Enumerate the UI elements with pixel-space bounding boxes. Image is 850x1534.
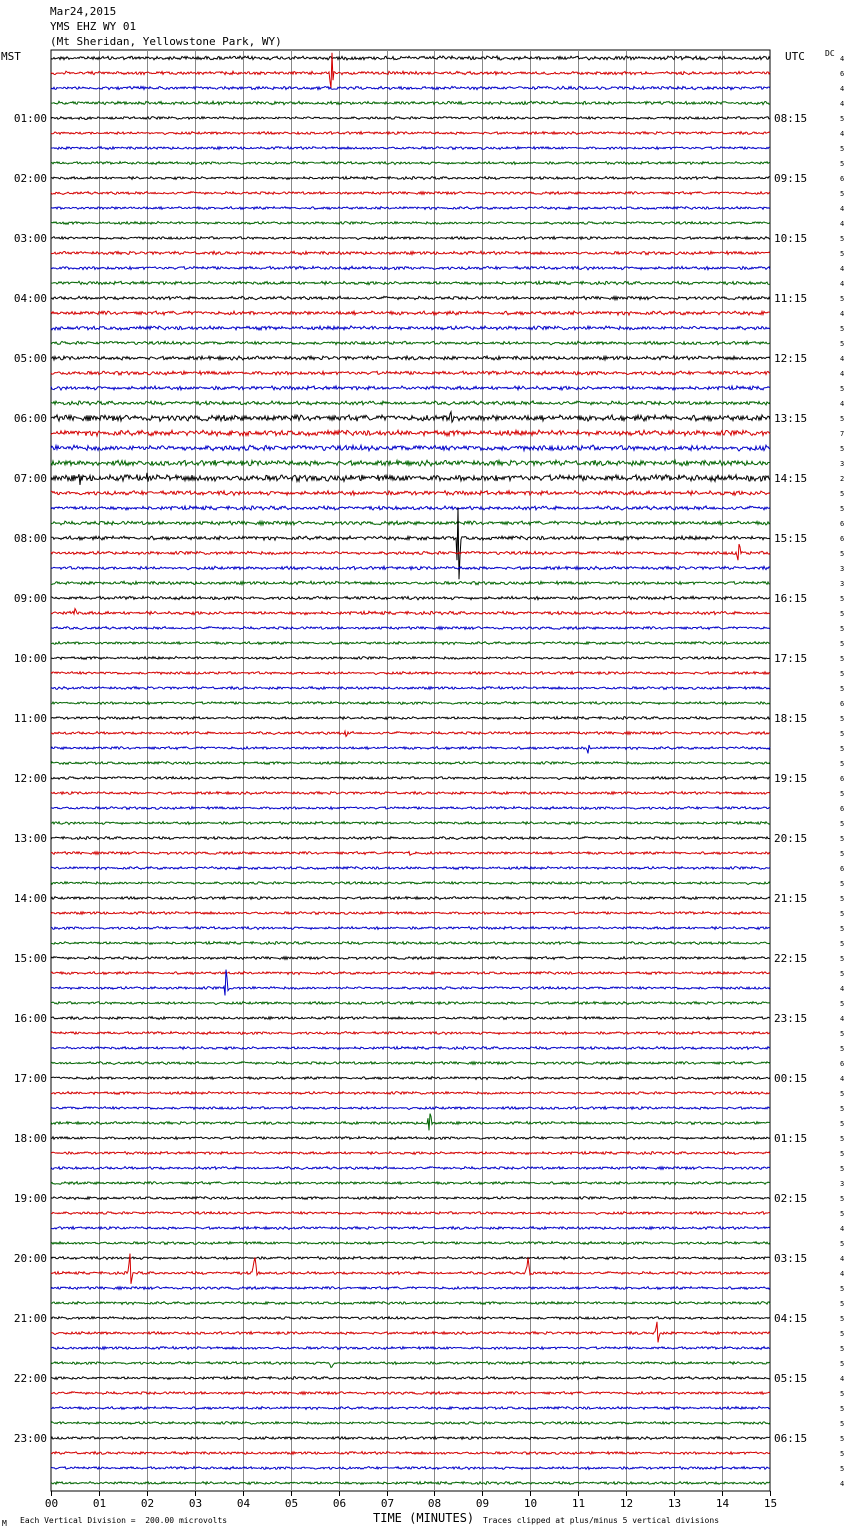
x-axis-title: TIME (MINUTES) — [373, 1511, 475, 1525]
x-tick-label: 02 — [140, 1497, 155, 1510]
dc-offset-label: 4 — [840, 85, 845, 93]
trace-line — [51, 1197, 770, 1200]
right-hour-label: 21:15 — [774, 892, 808, 905]
left-hour-label: 20:00 — [13, 1252, 47, 1265]
trace-line — [51, 657, 770, 660]
trace-line — [51, 687, 770, 690]
dc-offset-label: 5 — [840, 190, 845, 198]
trace-line — [51, 412, 770, 422]
dc-offset-label: 2 — [840, 475, 845, 483]
dc-offset-label: 5 — [840, 1150, 845, 1158]
trace-line — [51, 1077, 770, 1080]
trace-line — [51, 1322, 770, 1343]
right-hour-label: 10:15 — [774, 232, 808, 245]
left-timezone-label: MST — [1, 50, 21, 63]
left-hour-label: 15:00 — [13, 952, 47, 965]
left-hour-label: 09:00 — [13, 592, 47, 605]
dc-offset-label: 5 — [840, 715, 845, 723]
dc-offset-label: 5 — [840, 1405, 845, 1413]
trace-line — [51, 521, 770, 525]
x-tick-label: 13 — [667, 1497, 682, 1510]
dc-offset-label: 5 — [840, 925, 845, 933]
station-location: (Mt Sheridan, Yellowstone Park, WY) — [50, 35, 282, 48]
x-tick-label: 14 — [715, 1497, 730, 1510]
x-tick-label: 03 — [188, 1497, 203, 1510]
x-tick-label: 15 — [763, 1497, 778, 1510]
right-hour-label: 19:15 — [774, 772, 808, 785]
dc-offset-label: 5 — [840, 1165, 845, 1173]
trace-line — [51, 897, 770, 900]
x-tick-label: 11 — [571, 1497, 586, 1510]
dc-offset-label: 3 — [840, 460, 845, 468]
dc-offset-label: 5 — [840, 685, 845, 693]
trace-line — [51, 1182, 770, 1185]
x-tick-label: 10 — [523, 1497, 538, 1510]
trace-line — [51, 822, 770, 825]
trace-line — [51, 852, 770, 856]
dc-offset-label: 5 — [840, 340, 845, 348]
dc-offset-label: 5 — [840, 1330, 845, 1338]
right-hour-label: 22:15 — [774, 952, 808, 965]
dc-offset-label: 5 — [840, 1315, 845, 1323]
dc-offset-label: 5 — [840, 1000, 845, 1008]
left-hour-label: 08:00 — [13, 532, 47, 545]
dc-offset-label: 4 — [840, 1015, 845, 1023]
right-hour-label: 03:15 — [774, 1252, 808, 1265]
trace-line — [51, 596, 770, 600]
dc-offset-label: 5 — [840, 850, 845, 858]
trace-line — [51, 672, 770, 675]
dc-offset-label: 5 — [840, 1135, 845, 1143]
x-tick-label: 06 — [332, 1497, 347, 1510]
trace-line — [51, 807, 770, 810]
right-hour-label: 05:15 — [774, 1372, 808, 1385]
trace-line — [51, 544, 770, 560]
dc-offset-label: 5 — [840, 970, 845, 978]
right-hour-label: 02:15 — [774, 1192, 808, 1205]
trace-line — [51, 717, 770, 720]
trace-line — [51, 237, 770, 240]
trace-line — [51, 1242, 770, 1245]
trace-line — [51, 311, 770, 315]
trace-line — [51, 1437, 770, 1440]
dc-offset-label: 4 — [840, 1480, 845, 1488]
dc-offset-label: 5 — [840, 160, 845, 168]
trace-line — [51, 401, 770, 405]
trace-line — [51, 762, 770, 765]
trace-line — [51, 1362, 770, 1368]
trace-line — [51, 86, 770, 89]
left-hour-label: 17:00 — [13, 1072, 47, 1085]
dc-offset-label: 6 — [840, 1060, 845, 1068]
left-hour-label: 07:00 — [13, 472, 47, 485]
trace-line — [51, 1137, 770, 1140]
dc-offset-label: 5 — [840, 1285, 845, 1293]
trace-line — [51, 177, 770, 180]
trace-line — [51, 1107, 770, 1110]
dc-offset-label: 3 — [840, 565, 845, 573]
clip-note: Traces clipped at plus/minus 5 vertical divisions — [483, 1516, 720, 1525]
trace-line — [51, 1422, 770, 1425]
trace-line — [51, 445, 770, 451]
right-hour-label: 04:15 — [774, 1312, 808, 1325]
dc-offset-label: 5 — [840, 1420, 845, 1428]
dc-offset-label: 6 — [840, 535, 845, 543]
dc-offset-label: 5 — [840, 1360, 845, 1368]
trace-line — [51, 1482, 770, 1485]
trace-line — [51, 117, 770, 120]
dc-offset-label: 4 — [840, 280, 845, 288]
right-hour-label: 06:15 — [774, 1432, 808, 1445]
dc-offset-label: 3 — [840, 1180, 845, 1188]
dc-offset-label: 6 — [840, 865, 845, 873]
left-hour-label: 02:00 — [13, 172, 47, 185]
trace-line — [51, 1092, 770, 1095]
dc-offset-label: 6 — [840, 700, 845, 708]
dc-offset-label: 4 — [840, 265, 845, 273]
dc-offset-label: 6 — [840, 175, 845, 183]
trace-line — [51, 957, 770, 960]
dc-offset-label: 5 — [840, 1300, 845, 1308]
left-hour-label: 21:00 — [13, 1312, 47, 1325]
trace-line — [51, 296, 770, 300]
dc-offset-label: 4 — [840, 130, 845, 138]
dc-offset-label: 4 — [840, 55, 845, 63]
left-hour-label: 06:00 — [13, 412, 47, 425]
trace-line — [51, 792, 770, 795]
right-hour-label: 14:15 — [774, 472, 808, 485]
dc-offset-label: 5 — [840, 895, 845, 903]
dc-offset-label: 5 — [840, 1450, 845, 1458]
dc-offset-label: 5 — [840, 550, 845, 558]
left-hour-label: 10:00 — [13, 652, 47, 665]
trace-line — [51, 1114, 770, 1131]
dc-offset-label: 5 — [840, 940, 845, 948]
left-hour-label: 01:00 — [13, 112, 47, 125]
x-tick-label: 07 — [380, 1497, 395, 1510]
right-hour-label: 11:15 — [774, 292, 808, 305]
trace-line — [51, 731, 770, 736]
trace-line — [51, 609, 770, 615]
dc-offset-label: 5 — [840, 415, 845, 423]
dc-offset-label: 5 — [840, 505, 845, 513]
left-hour-label: 22:00 — [13, 1372, 47, 1385]
trace-line — [51, 251, 770, 255]
dc-offset-label: 5 — [840, 1120, 845, 1128]
right-hour-label: 23:15 — [774, 1012, 808, 1025]
trace-line — [51, 222, 770, 225]
trace-line — [51, 642, 770, 645]
dc-offset-label: 5 — [840, 1030, 845, 1038]
trace-line — [51, 506, 770, 510]
dc-offset-label: 5 — [840, 760, 845, 768]
x-tick-label: 09 — [475, 1497, 490, 1510]
dc-offset-label: 6 — [840, 520, 845, 528]
dc-offset-label: 4 — [840, 1225, 845, 1233]
trace-line — [51, 1257, 770, 1260]
trace-line — [51, 702, 770, 705]
dc-offset-label: 5 — [840, 1240, 845, 1248]
trace-line — [51, 386, 770, 390]
trace-line — [51, 1062, 770, 1065]
trace-line — [51, 1347, 770, 1350]
left-hour-label: 14:00 — [13, 892, 47, 905]
trace-line — [51, 1152, 770, 1155]
dc-offset-label: 4 — [840, 310, 845, 318]
right-hour-label: 12:15 — [774, 352, 808, 365]
footer-mark: M — [2, 1519, 7, 1528]
dc-offset-label: 5 — [840, 835, 845, 843]
trace-line — [51, 101, 770, 104]
dc-offset-label: 5 — [840, 1210, 845, 1218]
trace-line — [51, 1047, 770, 1050]
left-hour-label: 13:00 — [13, 832, 47, 845]
trace-line — [51, 147, 770, 150]
dc-offset-label: 5 — [840, 325, 845, 333]
trace-line — [51, 1002, 770, 1005]
right-timezone-label: UTC — [785, 50, 805, 63]
dc-offset-label: 5 — [840, 610, 845, 618]
dc-offset-label: 5 — [840, 820, 845, 828]
trace-line — [51, 371, 770, 375]
trace-line — [51, 566, 770, 570]
scale-note: Each Vertical Division = 200.00 microvolts — [20, 1516, 228, 1525]
trace-line — [51, 1032, 770, 1035]
x-tick-label: 08 — [427, 1497, 442, 1510]
trace-line — [51, 430, 770, 436]
right-hour-label: 17:15 — [774, 652, 808, 665]
dc-offset-label: 4 — [840, 985, 845, 993]
dc-offset-label: 4 — [840, 400, 845, 408]
trace-line — [51, 1317, 770, 1320]
trace-line — [51, 1167, 770, 1170]
trace-line — [51, 1407, 770, 1410]
dc-offset-label: 5 — [840, 625, 845, 633]
right-hour-label: 20:15 — [774, 832, 808, 845]
dc-offset-label: 5 — [840, 145, 845, 153]
trace-line — [51, 1302, 770, 1305]
trace-line — [51, 867, 770, 870]
station-code: YMS EHZ WY 01 — [50, 20, 137, 33]
right-hour-label: 01:15 — [774, 1132, 808, 1145]
dc-offset-label: 5 — [840, 670, 845, 678]
trace-line — [51, 1467, 770, 1470]
x-tick-label: 00 — [44, 1497, 59, 1510]
record-date: Mar24,2015 — [50, 5, 117, 18]
x-tick-label: 05 — [284, 1497, 299, 1510]
dc-offset-label: 5 — [840, 1465, 845, 1473]
dc-offset-label: 4 — [840, 220, 845, 228]
right-hour-label: 08:15 — [774, 112, 808, 125]
dc-offset-label: 5 — [840, 385, 845, 393]
dc-offset-label: 4 — [840, 205, 845, 213]
dc-offset-header: DC — [825, 49, 835, 58]
right-hour-label: 00:15 — [774, 1072, 808, 1085]
trace-line — [51, 207, 770, 210]
dc-offset-label: 5 — [840, 1045, 845, 1053]
dc-offset-label: 4 — [840, 370, 845, 378]
dc-offset-label: 6 — [840, 805, 845, 813]
dc-offset-label: 5 — [840, 1435, 845, 1443]
trace-line — [51, 1392, 770, 1395]
right-hour-label: 15:15 — [774, 532, 808, 545]
trace-line — [51, 912, 770, 915]
dc-offset-label: 5 — [840, 1390, 845, 1398]
dc-offset-label: 6 — [840, 70, 845, 78]
trace-line — [51, 132, 770, 135]
trace-line — [51, 356, 770, 360]
trace-line — [51, 460, 770, 466]
trace-line — [51, 581, 770, 585]
dc-offset-label: 5 — [840, 295, 845, 303]
dc-offset-label: 5 — [840, 880, 845, 888]
left-hour-label: 18:00 — [13, 1132, 47, 1145]
trace-line — [51, 882, 770, 885]
trace-line — [51, 627, 770, 630]
trace-line — [51, 1227, 770, 1230]
trace-line — [51, 162, 770, 165]
x-tick-label: 12 — [619, 1497, 634, 1510]
trace-line — [51, 837, 770, 840]
x-tick-label: 04 — [236, 1497, 251, 1510]
dc-offset-label: 4 — [840, 355, 845, 363]
dc-offset-label: 5 — [840, 655, 845, 663]
trace-line — [51, 942, 770, 945]
trace-line — [51, 341, 770, 345]
dc-offset-label: 5 — [840, 1195, 845, 1203]
dc-offset-label: 4 — [840, 1270, 845, 1278]
left-hour-label: 19:00 — [13, 1192, 47, 1205]
dc-offset-label: 5 — [840, 235, 845, 243]
x-tick-label: 01 — [92, 1497, 107, 1510]
trace-line — [51, 1452, 770, 1455]
dc-offset-label: 5 — [840, 115, 845, 123]
dc-offset-label: 6 — [840, 775, 845, 783]
dc-offset-label: 5 — [840, 1105, 845, 1113]
dc-offset-label: 5 — [840, 640, 845, 648]
trace-line — [51, 1287, 770, 1290]
trace-line — [51, 281, 770, 284]
dc-offset-label: 4 — [840, 1375, 845, 1383]
left-hour-label: 16:00 — [13, 1012, 47, 1025]
dc-offset-label: 4 — [840, 100, 845, 108]
dc-offset-label: 5 — [840, 595, 845, 603]
left-hour-label: 04:00 — [13, 292, 47, 305]
trace-line — [51, 972, 770, 975]
dc-offset-label: 5 — [840, 790, 845, 798]
dc-offset-label: 5 — [840, 445, 845, 453]
dc-offset-label: 5 — [840, 1345, 845, 1353]
dc-offset-label: 3 — [840, 580, 845, 588]
dc-offset-label: 5 — [840, 745, 845, 753]
trace-line — [51, 266, 770, 270]
dc-offset-label: 5 — [840, 730, 845, 738]
left-hour-label: 23:00 — [13, 1432, 47, 1445]
dc-offset-label: 5 — [840, 910, 845, 918]
dc-offset-label: 5 — [840, 955, 845, 963]
left-hour-label: 11:00 — [13, 712, 47, 725]
trace-line — [51, 491, 770, 496]
right-hour-label: 13:15 — [774, 412, 808, 425]
dc-offset-label: 4 — [840, 1255, 845, 1263]
right-hour-label: 09:15 — [774, 172, 808, 185]
trace-line — [51, 473, 770, 485]
left-hour-label: 03:00 — [13, 232, 47, 245]
dc-offset-label: 5 — [840, 1090, 845, 1098]
right-hour-label: 16:15 — [774, 592, 808, 605]
dc-offset-label: 4 — [840, 1075, 845, 1083]
right-hour-label: 18:15 — [774, 712, 808, 725]
plot-frame — [51, 50, 770, 1491]
trace-line — [51, 1377, 770, 1380]
trace-line — [51, 192, 770, 195]
trace-line — [51, 56, 770, 60]
trace-line — [51, 745, 770, 753]
dc-offset-label: 5 — [840, 490, 845, 498]
left-hour-label: 05:00 — [13, 352, 47, 365]
dc-offset-label: 5 — [840, 250, 845, 258]
left-hour-label: 12:00 — [13, 772, 47, 785]
trace-line — [51, 927, 770, 930]
dc-offset-label: 7 — [840, 430, 845, 438]
trace-line — [51, 777, 770, 780]
trace-line — [51, 1212, 770, 1215]
trace-line — [51, 1017, 770, 1020]
trace-line — [51, 326, 770, 330]
